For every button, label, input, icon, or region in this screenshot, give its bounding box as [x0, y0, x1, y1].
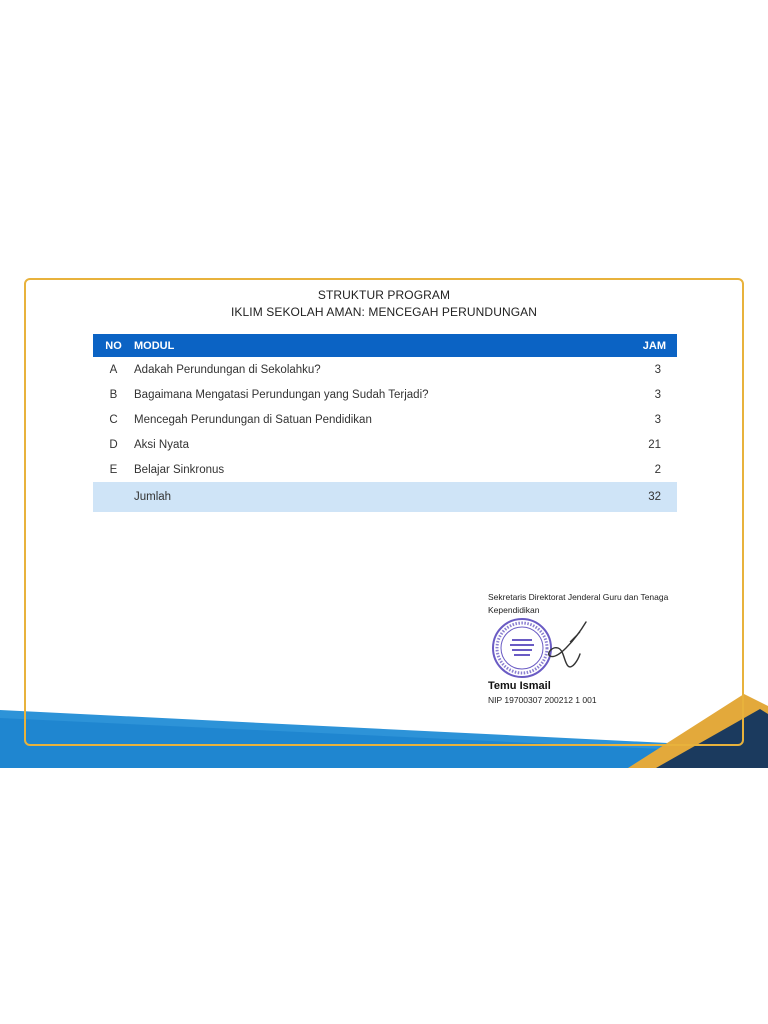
row-jam: 3 [654, 413, 661, 426]
row-no: A [109, 363, 118, 376]
header-jam: JAM [642, 339, 666, 352]
row-modul: Belajar Sinkronus [134, 463, 225, 476]
row-modul: Mencegah Perundungan di Satuan Pendidikan [134, 413, 372, 426]
row-no: E [109, 463, 118, 476]
official-stamp-icon [493, 619, 551, 677]
table-row [93, 357, 677, 382]
table-row [93, 457, 677, 482]
row-jam: 3 [654, 363, 661, 376]
row-jam: 21 [648, 438, 661, 451]
table-header-row [93, 334, 677, 357]
signatory-nip: NIP 19700307 200212 1 001 [488, 695, 597, 705]
row-no: B [109, 388, 118, 401]
table-row [93, 407, 677, 432]
total-no-cell [93, 482, 134, 512]
official-stamp-and-signature [488, 618, 598, 680]
header-no: NO [105, 339, 122, 352]
table-row [93, 382, 677, 407]
row-modul: Adakah Perundungan di Sekolahku? [134, 363, 321, 376]
row-jam: 3 [654, 388, 661, 401]
document-title: STRUKTUR PROGRAM [317, 288, 451, 302]
signatory-name: Temu Ismail [488, 680, 551, 692]
row-modul: Aksi Nyata [134, 438, 189, 451]
total-label: Jumlah [134, 482, 601, 512]
header-modul: MODUL [134, 339, 175, 352]
program-structure-table [93, 334, 677, 512]
document-slide [0, 262, 768, 768]
row-no: C [109, 413, 118, 426]
table-total-row [93, 482, 677, 512]
handwritten-signature [549, 622, 586, 667]
signatory-position: Sekretaris Direktorat Jenderal Guru dan Tenaga Kependidikan [488, 592, 669, 615]
document-subtitle: IKLIM SEKOLAH AMAN: MENCEGAH PERUNDUNGAN [230, 305, 538, 319]
row-no: D [109, 438, 118, 451]
table-row [93, 432, 677, 457]
total-jam: 32 [601, 482, 677, 512]
row-modul: Bagaimana Mengatasi Perundungan yang Sudah Terjadi? [134, 388, 429, 401]
row-jam: 2 [654, 463, 661, 476]
signature-stroke [570, 632, 580, 642]
